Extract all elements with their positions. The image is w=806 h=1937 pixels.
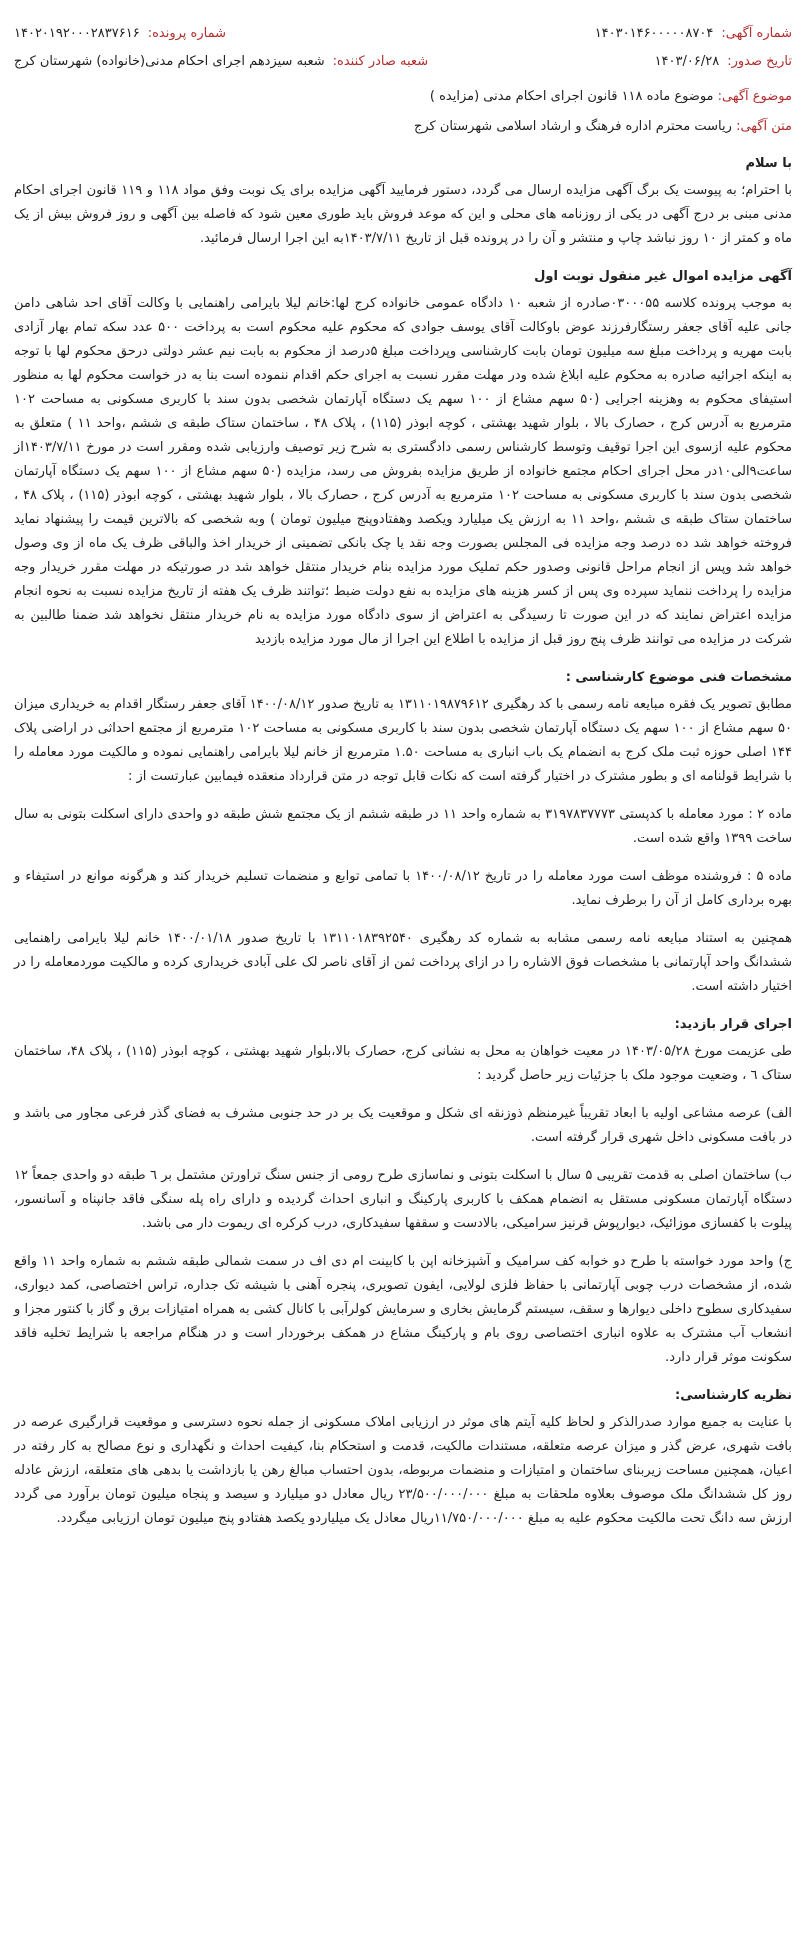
issue-date <box>655 48 792 76</box>
auction-title: آگهی مزایده اموال غیر منقول نوبت اول <box>534 269 792 284</box>
visit-heading: اجرای قرار بازدید: <box>674 1017 792 1032</box>
case-number <box>14 20 226 48</box>
item-a: الف) عرصه مشاعی اولیه با ابعاد تقریباً غیرمنظم ذوزنقه ای شکل و موقعیت یک بر در حد جنوبی مشرف به فضای گذر فرعی مجاور می باشد و در بافت مسکونی داخل شهری قرار گرفته است. <box>14 1106 792 1145</box>
ad-number <box>595 20 792 48</box>
case-number-value: ۱۴۰۲۰۱۹۲۰۰۰۲۸۳۷۶۱۶ <box>14 26 140 41</box>
article-2: ماده ۲ : مورد معامله با کدپستی ۳۱۹۷۸۳۷۷۷۳ به شماره واحد ۱۱ در طبقه ششم از یک مجتمع شش طبقه دو واحدی دارای اسکلت بتونی به سال ساخت ۱۳۹۹ واقع شده است. <box>14 807 793 846</box>
ad-number-value: ۱۴۰۳۰۱۴۶۰۰۰۰۰۸۷۰۴ <box>594 26 714 41</box>
ad-number-label: شماره آگهی: <box>721 26 792 41</box>
subject-line <box>14 86 792 108</box>
intro-paragraph: با احترام؛ به پیوست یک برگ آگهی مزایده ارسال می گردد، دستور فرمایید آگهی مزایده برای یک نوبت وفق مواد ۱۱۸ و ۱۱۹ قانون اجرای احکام مدنی مبنی بر درج آگهی در یکی از روزنامه های محلی و این که موعد فروش باید طوری معین شود که فاصله بین آگهی و روز فروش بیش از یک ماه و کمتر از ۱۰ روز نباشد چاپ و منتشر و آن را در پرونده قبل از تاریخ ۱۴۰۳/۷/۱۱به این اجرا ارسال فرمائید. <box>14 183 792 246</box>
meta-block <box>14 20 792 76</box>
case-number-label: شماره پرونده: <box>147 26 226 41</box>
subject-label: موضوع آگهی: <box>717 89 792 104</box>
greeting: با سلام <box>745 156 792 171</box>
tech-heading: مشخصات فنی موضوع کارشناسی : <box>565 670 792 685</box>
subject-text: موضوع ماده ۱۱۸ قانون اجرای احکام مدنی (مزایده ) <box>429 89 714 104</box>
issue-date-value: ۱۴۰۳/۰۶/۲۸ <box>654 54 720 69</box>
body-label: متن آگهی: <box>736 119 792 134</box>
opinion-paragraph: با عنایت به جمیع موارد صدرالذکر و لحاظ کلیه آیتم های موثر در ارزیابی املاک مسکونی از جمله نحوه دسترسی و موقعیت قرارگیری عرصه در بافت شهری، عرض گذر و میزان عرصه متعلقه، مستندات مالکیت، قدمت و استحکام بنا، کیفیت احداث و نگهداری و نوع مصالح به کار رفته در اعیان، همچنین مساحت زیربنای ساختمان و امتیازات و منضمات مربوطه، بدون احتساب مبالغ رهن یا بازداشت یا بدهی های متعلقه، ارزش عادله روز کل ششدانگ ملک موصوف بعلاوه ملحقات به مبلغ ۲۳/۵۰۰/۰۰۰/۰۰۰ ریال معادل دو میلیارد و سیصد و پنجاه میلیون تومان برآورد می گردد ارزش سه دانگ تحت مالکیت محکوم علیه به مبلغ ۱۱/۷۵۰/۰۰۰/۰۰۰ریال معادل یک میلیاردو یکصد هفتادو پنج میلیون تومان ارزیابی میگردد. <box>14 1415 793 1526</box>
article-5: ماده ۵ : فروشنده موظف است مورد معامله را در تاریخ ۱۴۰۰/۰۸/۱۲ با تمامی توابع و منضمات تسلیم خریدار کند و هرگونه موانع در استیفاء و بهره برداری کامل از آن را برطرف نماید. <box>14 869 792 908</box>
also-paragraph: همچنین به استناد مبایعه نامه رسمی مشابه به شماره کد رهگیری ۱۳۱۱۰۱۸۳۹۲۵۴۰ با تاریخ صدور ۱۴۰۰/۰۱/۱۸ خانم لیلا بایرامی راهنمایی ششدانگ واحد آپارتمانی با مشخصات فوق الاشاره را در ازای پرداخت ثمن از آقای ناصر لک علی آبادی خریداری کرده و مالکیت موردمعامله را در اختیار داشته است. <box>14 931 792 994</box>
issuer-value: شعبه سیزدهم اجرای احکام مدنی(خانواده) شهرستان کرج <box>14 54 325 69</box>
body-header-line <box>14 116 792 138</box>
visit-paragraph: طی عزیمت مورخ ۱۴۰۳/۰۵/۲۸ در معیت خواهان به محل به نشانی کرج، حصارک بالا،بلوار شهید بهشتی ، کوچه ابوذر (۱۱۵) ، پلاک ۴۸، ساختمان ستاک ٦ ، وضعیت موجود ملک با جزئیات زیر حاصل گردید : <box>14 1044 792 1083</box>
body-recipient: ریاست محترم اداره فرهنگ و ارشاد اسلامی شهرستان کرج <box>413 119 732 134</box>
issuer <box>14 48 428 76</box>
item-b: ب) ساختمان اصلی به قدمت تقریبی ۵ سال با اسکلت بتونی و نماسازی طرح رومی از جنس سنگ تراورتن مشتمل بر ٦ طبقه دو واحدی جمعاً ۱۲ دستگاه آپارتمان مسکونی مستقل به انضمام همکف با کاربری پارکینگ و انباری احداث گردیده و دارای راه پله سنگی فاقد جانپناه و آسانسور، پیلوت با کفسازی موزائیک، دیوارپوش قرنیز سرامیکی، بالادست و سقفها سفیدکاری، درب کرکره ای ریموت دار می باشد. <box>14 1168 792 1231</box>
item-c: ج) واحد مورد خواسته با طرح دو خوابه کف سرامیک و آشپزخانه اپن با کابینت ام دی اف در سمت شمالی طبقه ششم به شماره واحد ۱۱ واقع شده، از مشخصات درب چوبی آپارتمانی با حفاظ فلزی لولایی، ایفون تصویری، پنجره آهنی با شیشه تک جداره، تراس اختصاصی، کمد دیواری، سفیدکاری سطوح داخلی دیوارها و سقف، سیستم گرمایش بخاری و سرمایش کولرآبی با کانال کشی به همراه امتیازات برق و گاز با کنتور مجزا و انشعاب آب مشترک به علاوه انباری اختصاصی روی بام و پارکینگ مشاع در همکف برخوردار است و در هنگام مراجعه با شرایط تخلیه فاقد سکونت موثر قرار دارد. <box>14 1254 792 1365</box>
meta-row-2 <box>14 48 792 76</box>
opinion-heading: نظریه کارشناسی: <box>675 1388 792 1403</box>
issuer-label: شعبه صادر کننده: <box>332 54 429 69</box>
issue-date-label: تاریخ صدور: <box>727 54 792 69</box>
meta-row-1 <box>14 20 792 48</box>
tech-paragraph: مطابق تصویر یک فقره مبایعه نامه رسمی با کد رهگیری ۱۳۱۱۰۱۹۸۷۹۶۱۲ به تاریخ صدور ۱۴۰۰/۰۸/۱۲ آقای جعفر رستگار اقدام به خریداری میزان ۵۰ سهم مشاع از ۱۰۰ سهم یک دستگاه آپارتمان شخصی بدون سند با کاربری مسکونی به مساحت ۱۰۲ مترمربع از مجتمع احداثی در اراضی پلاک ۱۴۴ اصلی حوزه ثبت ملک کرج به انضمام یک باب انباری به مساحت ۱.۵۰ مترمربع از خانم لیلا بایرامی راهنمایی نموده و مالکیت مورد معامله را با شرایط قولنامه ای و بطور مشترک در اختیار گرفته است که نکات قابل توجه در متن قرارداد منعقده فیمابین عبارتست از : <box>14 697 793 784</box>
main-paragraph: به موجب پرونده کلاسه ۰۳۰۰۰۵۵صادره از شعبه ۱۰ دادگاه عمومی خانواده کرج لها:خانم لیلا بایرامی راهنمایی با وکالت آقای احد شاهی دامن جانی علیه آقای جعفر رستگارفرزند عوض باوکالت آقای یوسف جوادی که محکوم علیه محکوم است به پرداخت ۵۰۰ عدد سکه تمام بهار آزادی بابت مهریه و پرداخت مبلغ سه میلیون تومان بابت کارشناسی وپرداخت مبلغ ۵درصد از محکوم به بابت نیم عشر دولتی درحق محکوم لها با توجه به اینکه اجرائیه صادره به محکوم علیه ابلاغ شده ودر مهلت مقرر نسبت به اجرای حکم اقدام ننموده است بنا به در خواست محکوم لها به منظور استیفای محکوم به وهزینه اجرایی (۵۰ سهم مشاع از ۱۰۰ سهم یک دستگاه آپارتمان شخصی بدون سند با کاربری مسکونی به مساحت ۱۰۲ مترمربع به آدرس کرج ، حصارک بالا ، بلوار شهید بهشتی ، کوچه ابوذر (۱۱۵) ، پلاک ۴۸ ، ساختمان ستاک طبقه ی ششم ،واحد ۱۱ ) متعلق به محکوم علیه ازسوی این اجرا توقیف وتوسط کارشناس رسمی دادگستری به شرح زیر توصیف وارزیابی شده ومقرر است در مورخ ۱۴۰۳/۷/۱۱از ساعت۹الی۱۰در محل اجرای احکام مجتمع خانواده از طریق مزایده بفروش می رسد، مزایده (۵۰ سهم مشاع از ۱۰۰ سهم یک دستگاه آپارتمان شخصی بدون سند با کاربری مسکونی به مساحت ۱۰۲ مترمربع به آدرس کرج ، حصارک بالا ، بلوار شهید بهشتی ، کوچه ابوذر (۱۱۵) ، پلاک ۴۸ ، ساختمان ستاک طبقه ی ششم ،واحد ۱۱ به ارزش یک میلیارد ویکصد وهفتادوپنج میلیون تومان ) وبه شخصی که بالاترین قیمت را پیشنهاد نماید فروخته خواهد شد ده درصد وجه مزایده فی المجلس بصورت وجه نقد یا چک بانکی تضمینی از خریدار اخذ والباقی ظرف یک ماه از وی وصول خواهد شد وپس از انجام مراحل قانونی وصدور حکم تملیک مورد مزایده بنام خریدار منتقل خواهد شد در صورتیکه در مهلت مقرر خریدار وجه مزایده را پرداخت ننماید سپرده وی پس از کسر هزینه های مزایده به نفع دولت ضبط ؛تواتند ظرف یک هفته از تاریخ مزایده نسبت به نحوه انجام مزایده اعتراض نمایند که در این صورت تا رسیدگی به اعتراض از سوی دادگاه مورد مزایده به نام خریدار منتقل نخواهد شد ضمنا طالبین به شرکت در مزایده می توانند ظرف پنج روز قبل از مزایده با اطلاع این اجرا از مال مورد مزایده بازدید <box>14 296 793 647</box>
